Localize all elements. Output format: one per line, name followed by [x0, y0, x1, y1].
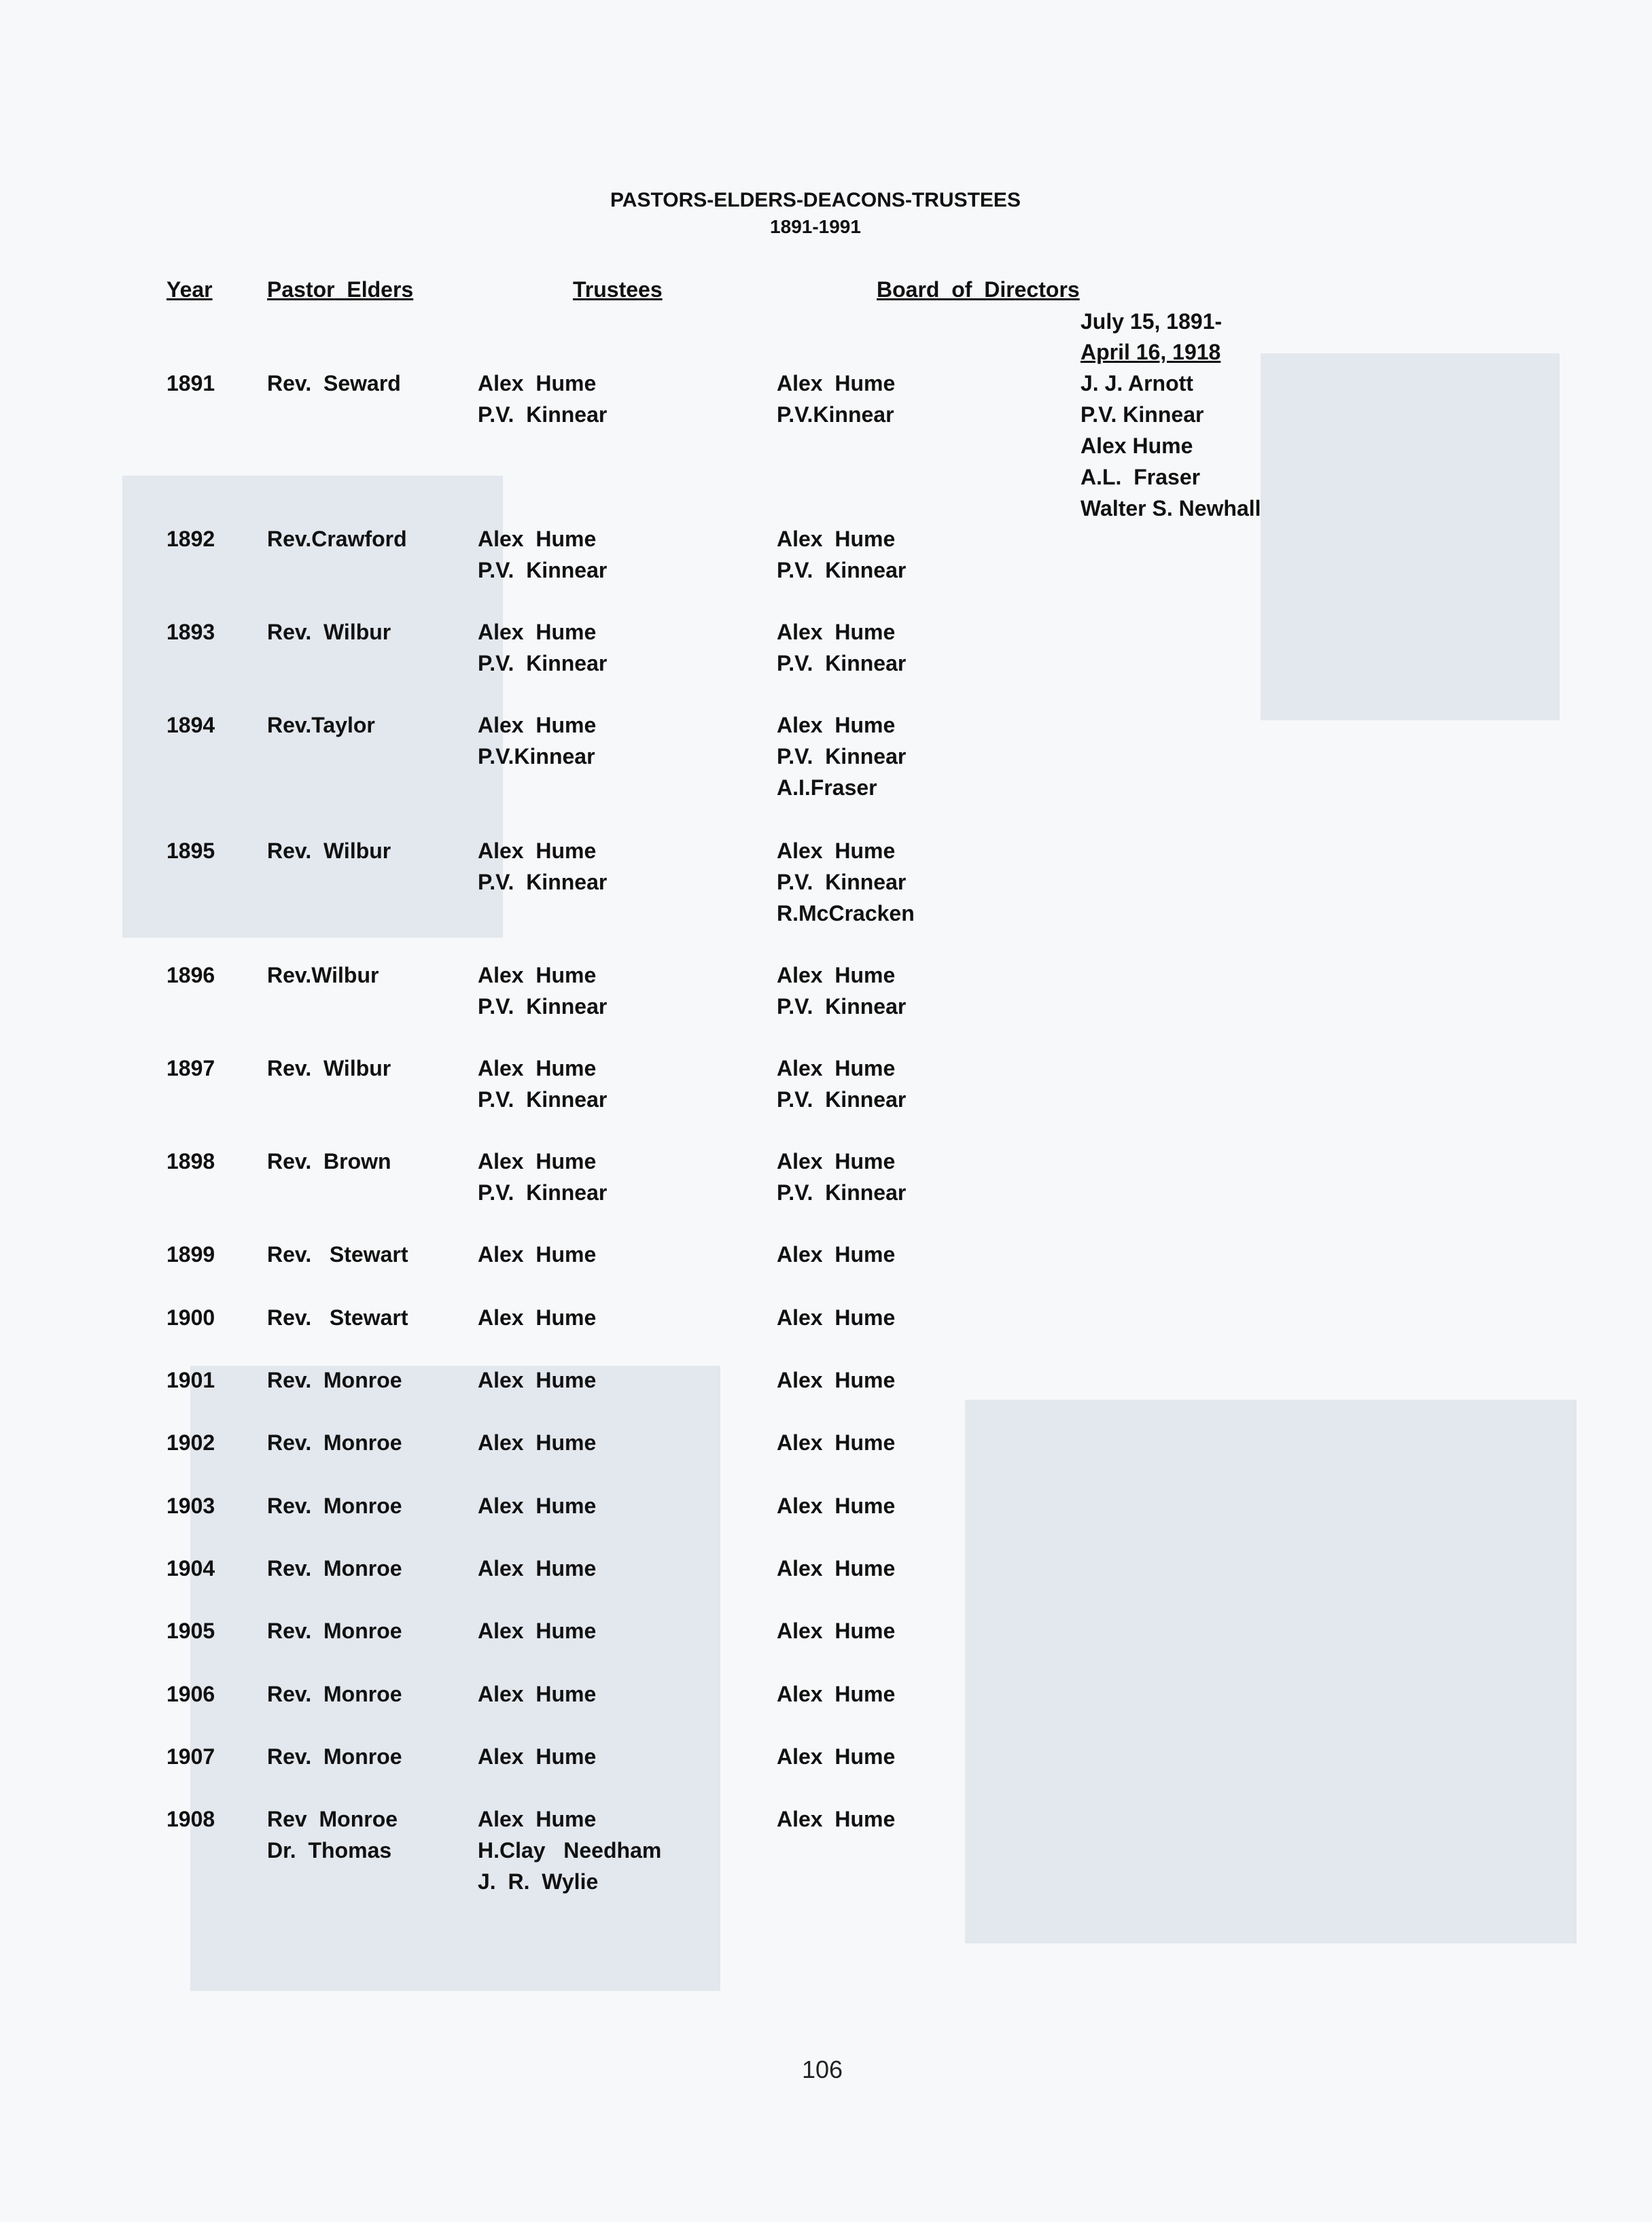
row-elder: Alex Hume: [478, 1149, 597, 1174]
row-elder: Alex Hume: [478, 1430, 597, 1455]
row-trustee: R.McCracken: [777, 901, 915, 925]
row-year: 1900: [166, 1305, 215, 1330]
row-trustee: P.V. Kinnear: [777, 1087, 907, 1112]
row-year: 1892: [166, 527, 215, 551]
row-pastor: Rev. Stewart: [267, 1305, 408, 1330]
row-pastor: Rev Monroe: [267, 1807, 398, 1831]
row-year: 1895: [166, 839, 215, 863]
row-trustee: Alex Hume: [777, 839, 896, 863]
row-pastor: Rev. Seward: [267, 371, 401, 395]
row-trustee: Alex Hume: [777, 713, 896, 737]
row-elder: Alex Hume: [478, 1368, 597, 1392]
row-trustee: Alex Hume: [777, 527, 896, 551]
row-trustee: P.V. Kinnear: [777, 651, 907, 675]
row-trustee: Alex Hume: [777, 1430, 896, 1455]
page-subtitle-years: 1891-1991: [770, 216, 861, 237]
row-pastor: Rev. Wilbur: [267, 1056, 391, 1080]
row-trustee: Alex Hume: [777, 1494, 896, 1518]
board-period-start: July 15, 1891-: [1080, 309, 1223, 334]
row-year: 1894: [166, 713, 215, 737]
column-header-year: Year: [166, 277, 213, 302]
row-pastor: Rev. Stewart: [267, 1242, 408, 1267]
row-trustee: Alex Hume: [777, 1305, 896, 1330]
row-trustee: P.V. Kinnear: [777, 744, 907, 769]
row-trustee: Alex Hume: [777, 1682, 896, 1706]
row-year: 1908: [166, 1807, 215, 1831]
bleed-through-photo-bottom-right: [965, 1400, 1577, 1943]
column-header-trustees: Trustees: [573, 277, 663, 302]
row-pastor: Rev. Monroe: [267, 1744, 402, 1769]
row-trustee: Alex Hume: [777, 1744, 896, 1769]
row-year: 1896: [166, 963, 215, 987]
row-trustee: Alex Hume: [777, 1556, 896, 1581]
row-elder: P.V. Kinnear: [478, 994, 608, 1019]
row-year: 1905: [166, 1619, 215, 1643]
board-member: Walter S. Newhall: [1080, 496, 1261, 521]
row-pastor: Rev. Wilbur: [267, 839, 391, 863]
row-year: 1897: [166, 1056, 215, 1080]
page-title: PASTORS-ELDERS-DEACONS-TRUSTEES: [610, 189, 1021, 211]
bleed-through-photo-right: [1261, 353, 1560, 720]
row-year: 1904: [166, 1556, 215, 1581]
row-pastor: Rev.Wilbur: [267, 963, 379, 987]
row-trustee: Alex Hume: [777, 1149, 896, 1174]
row-elder: P.V. Kinnear: [478, 558, 608, 582]
row-elder: P.V. Kinnear: [478, 1087, 608, 1112]
row-elder: P.V. Kinnear: [478, 870, 608, 894]
row-year: 1898: [166, 1149, 215, 1174]
row-pastor: Dr. Thomas: [267, 1838, 392, 1863]
board-period-end: April 16, 1918: [1080, 340, 1221, 364]
row-pastor: Rev. Monroe: [267, 1682, 402, 1706]
row-year: 1901: [166, 1368, 215, 1392]
row-pastor: Rev. Wilbur: [267, 620, 391, 644]
row-year: 1906: [166, 1682, 215, 1706]
row-trustee: P.V. Kinnear: [777, 1180, 907, 1205]
row-elder: Alex Hume: [478, 620, 597, 644]
row-elder: Alex Hume: [478, 1682, 597, 1706]
row-trustee: P.V. Kinnear: [777, 870, 907, 894]
row-pastor: Rev. Monroe: [267, 1368, 402, 1392]
row-trustee: P.V. Kinnear: [777, 994, 907, 1019]
row-elder: Alex Hume: [478, 1494, 597, 1518]
row-trustee: Alex Hume: [777, 1368, 896, 1392]
row-elder: Alex Hume: [478, 371, 597, 395]
row-trustee: Alex Hume: [777, 371, 896, 395]
row-elder: P.V.Kinnear: [478, 744, 595, 769]
row-elder: Alex Hume: [478, 963, 597, 987]
row-pastor: Rev.Taylor: [267, 713, 375, 737]
row-trustee: Alex Hume: [777, 1242, 896, 1267]
board-member: A.L. Fraser: [1080, 465, 1201, 489]
row-trustee: Alex Hume: [777, 1056, 896, 1080]
row-year: 1903: [166, 1494, 215, 1518]
row-pastor: Rev. Monroe: [267, 1430, 402, 1455]
row-pastor: Rev. Monroe: [267, 1556, 402, 1581]
row-trustee: P.V.Kinnear: [777, 402, 894, 427]
row-elder: P.V. Kinnear: [478, 1180, 608, 1205]
row-elder: Alex Hume: [478, 1242, 597, 1267]
row-year: 1899: [166, 1242, 215, 1267]
row-elder: Alex Hume: [478, 713, 597, 737]
row-elder: Alex Hume: [478, 1556, 597, 1581]
row-elder: Alex Hume: [478, 1305, 597, 1330]
row-year: 1902: [166, 1430, 215, 1455]
row-trustee: Alex Hume: [777, 963, 896, 987]
row-trustee: Alex Hume: [777, 620, 896, 644]
row-pastor: Rev. Monroe: [267, 1619, 402, 1643]
column-header-pastor-elders: Pastor Elders: [267, 277, 414, 302]
board-member: J. J. Arnott: [1080, 371, 1193, 395]
row-year: 1907: [166, 1744, 215, 1769]
row-elder: Alex Hume: [478, 839, 597, 863]
row-elder: Alex Hume: [478, 527, 597, 551]
row-elder: Alex Hume: [478, 1056, 597, 1080]
row-trustee: Alex Hume: [777, 1619, 896, 1643]
row-pastor: Rev.Crawford: [267, 527, 407, 551]
page-number: 106: [802, 2056, 843, 2083]
row-trustee: A.I.Fraser: [777, 775, 877, 800]
row-elder: Alex Hume: [478, 1744, 597, 1769]
row-trustee: P.V. Kinnear: [777, 558, 907, 582]
row-elder: P.V. Kinnear: [478, 651, 608, 675]
board-member: P.V. Kinnear: [1080, 402, 1204, 427]
row-year: 1893: [166, 620, 215, 644]
column-header-board-of-directors: Board of Directors: [877, 277, 1080, 302]
row-pastor: Rev. Brown: [267, 1149, 391, 1174]
row-pastor: Rev. Monroe: [267, 1494, 402, 1518]
row-trustee: Alex Hume: [777, 1807, 896, 1831]
board-member: Alex Hume: [1080, 434, 1193, 458]
row-elder: Alex Hume: [478, 1807, 597, 1831]
row-elder: Alex Hume: [478, 1619, 597, 1643]
row-elder: J. R. Wylie: [478, 1869, 599, 1894]
row-year: 1891: [166, 371, 215, 395]
row-elder: P.V. Kinnear: [478, 402, 608, 427]
row-elder: H.Clay Needham: [478, 1838, 662, 1863]
